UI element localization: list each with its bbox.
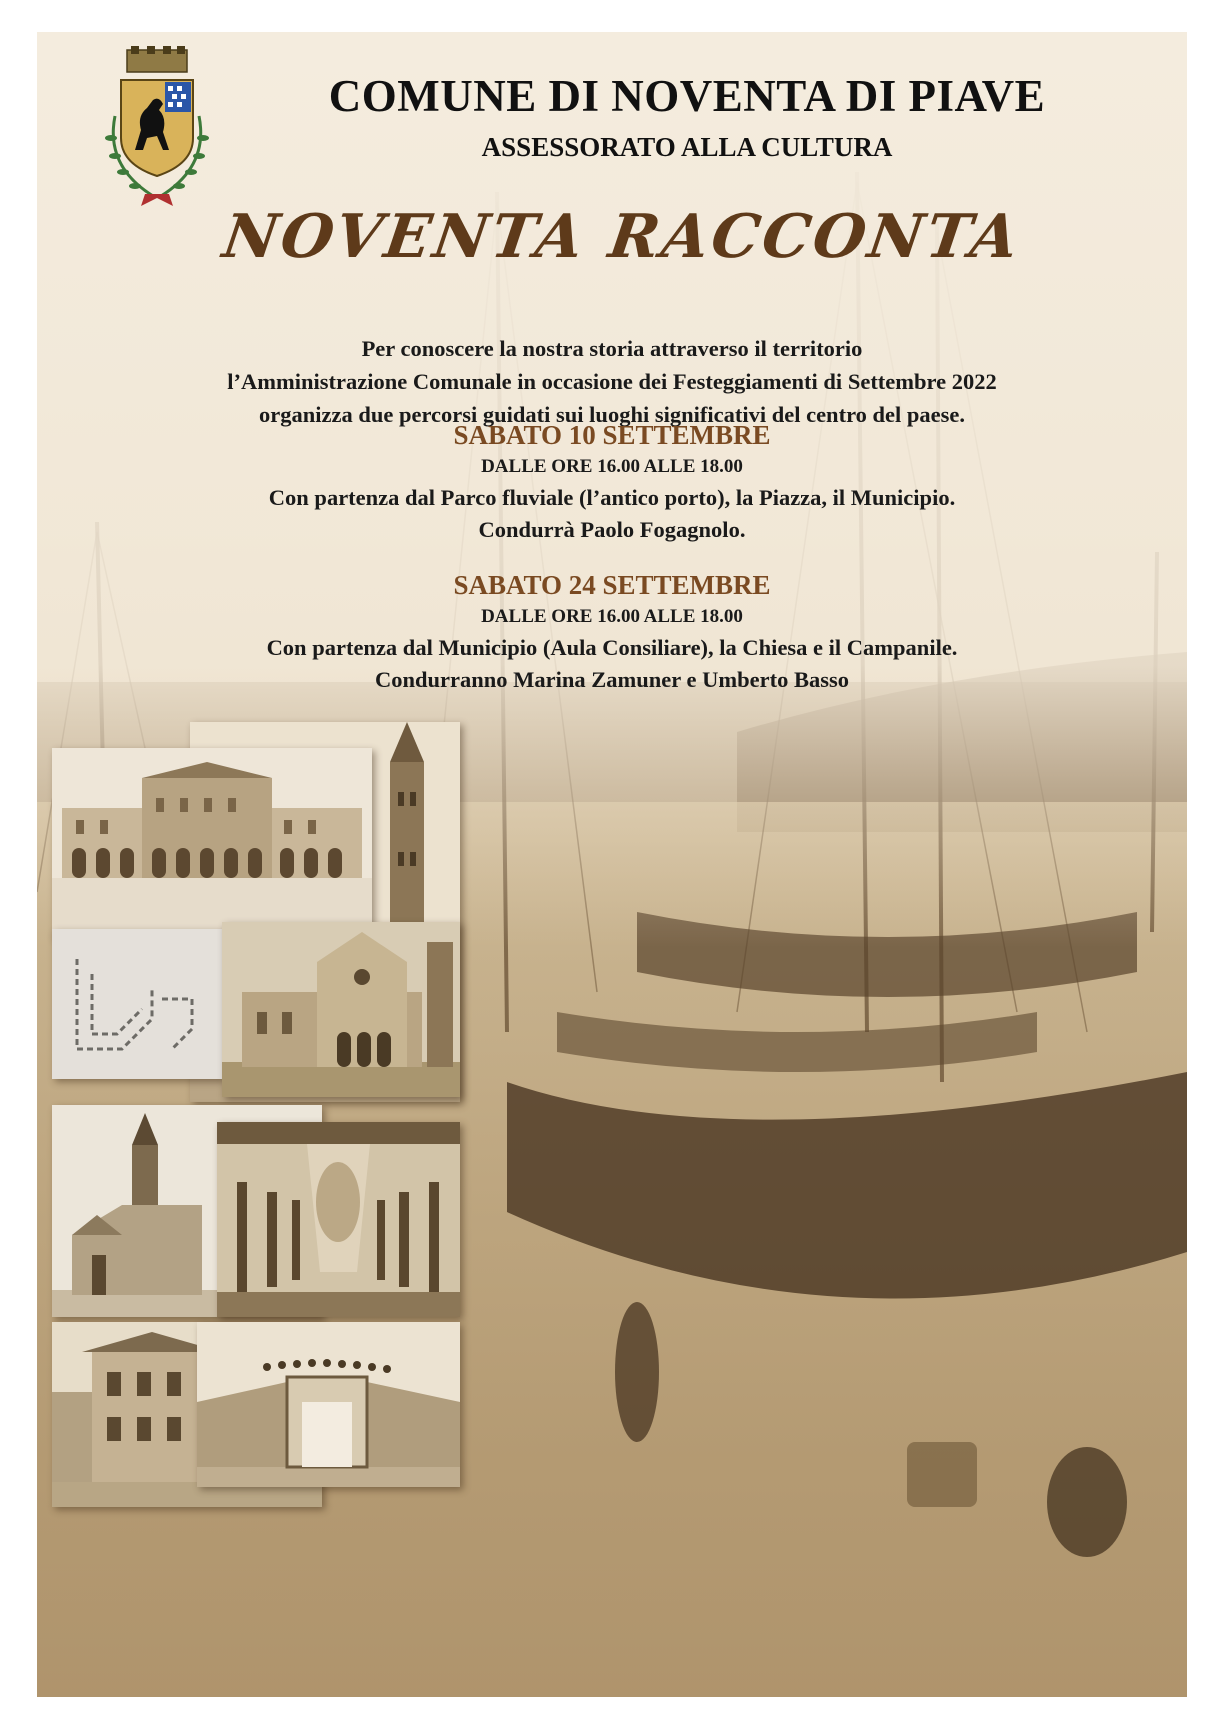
intro-line: Per conoscere la nostra storia attraverso il territorio — [361, 336, 863, 361]
event-time: DALLE ORE 16.00 ALLE 18.00 — [481, 606, 743, 627]
intro-text — [77, 332, 1147, 431]
event-guide: Condurrà Paolo Fogagnolo. — [478, 517, 746, 542]
gate-crowd-photo — [197, 1322, 460, 1487]
event-date: SABATO 10 SETTEMBRE — [453, 420, 771, 450]
event-block — [77, 418, 1147, 546]
church-photo — [222, 922, 460, 1097]
event-date: SABATO 24 SETTEMBRE — [453, 570, 771, 600]
event-route: Con partenza dal Municipio (Aula Consiliare), la Chiesa e il Campanile. — [266, 635, 958, 660]
mosaic-plan-photo — [52, 929, 222, 1079]
municipal-crest-horse-icon — [101, 46, 213, 216]
event-route: Con partenza dal Parco fluviale (l’antico porto), la Piazza, il Municipio. — [268, 485, 956, 510]
event-headline: NOVENTA RACCONTA — [218, 202, 1026, 272]
poster — [37, 32, 1187, 1697]
page-title: COMUNE DI NOVENTA DI PIAVE — [328, 71, 1046, 121]
intro-line: l’Amministrazione Comunale in occasione dei Festeggiamenti di Settembre 2022 — [227, 369, 997, 394]
page-subtitle: ASSESSORATO ALLA CULTURA — [481, 132, 893, 162]
event-guide: Condurranno Marina Zamuner e Umberto Basso — [375, 667, 849, 692]
church-interior-photo — [217, 1122, 460, 1317]
event-block — [77, 568, 1147, 696]
event-time: DALLE ORE 16.00 ALLE 18.00 — [481, 456, 743, 477]
town-hall-photo — [52, 748, 372, 938]
intro-line: organizza due percorsi guidati sui luoghi significativi del centro del paese. — [258, 402, 966, 427]
